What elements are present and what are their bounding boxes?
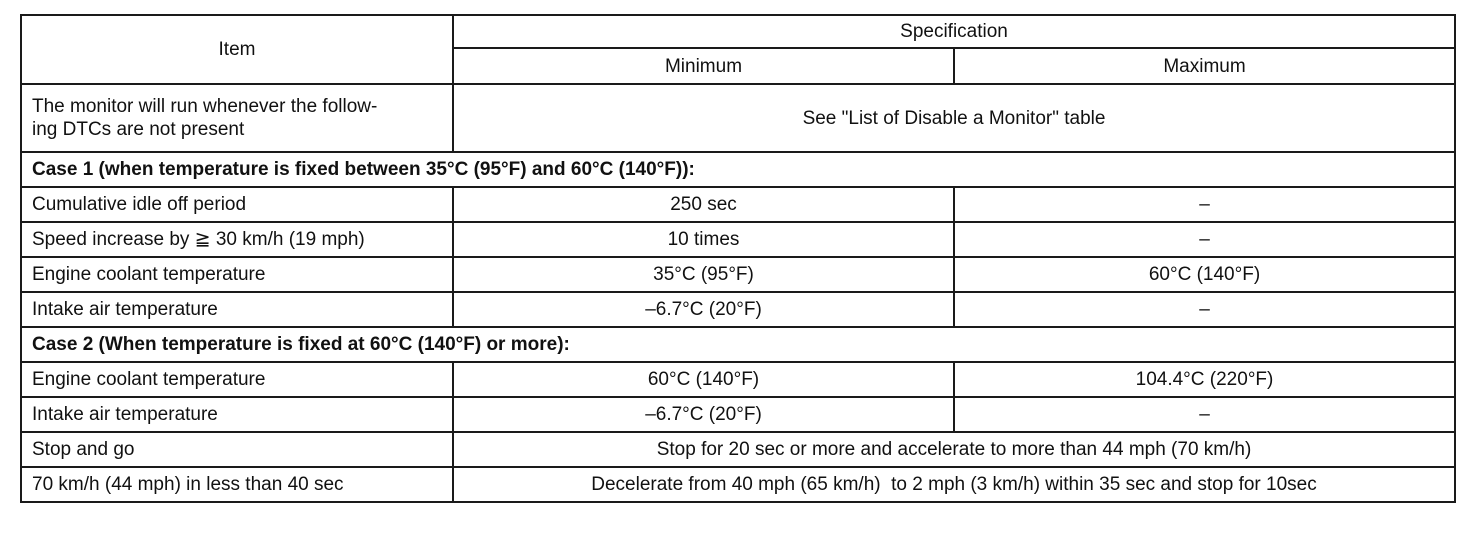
- header-row: [21, 15, 1455, 48]
- row-minimum: 10 times: [453, 222, 954, 257]
- row-item: 70 km/h (44 mph) in less than 40 sec: [21, 467, 453, 502]
- row-maximum: 104.4°C (220°F): [954, 362, 1455, 397]
- monitor-condition-line1: The monitor will run whenever the follow-: [32, 96, 378, 117]
- table-row: [21, 397, 1455, 432]
- monitor-condition-cell: [21, 84, 453, 152]
- table-row: [21, 222, 1455, 257]
- row-minimum: 60°C (140°F): [453, 362, 954, 397]
- row-item: Speed increase by ≧ 30 km/h (19 mph): [21, 222, 453, 257]
- case2-heading: Case 2 (When temperature is fixed at 60°C (140°F) or more):: [21, 327, 1455, 362]
- header-minimum: Minimum: [453, 48, 954, 84]
- specification-table: [20, 14, 1456, 503]
- row-minimum: –6.7°C (20°F): [453, 292, 954, 327]
- row-minimum: 250 sec: [453, 187, 954, 222]
- row-maximum: –: [954, 222, 1455, 257]
- table-row: [21, 467, 1455, 502]
- row-maximum: –: [954, 292, 1455, 327]
- monitor-spec-cell: See "List of Disable a Monitor" table: [453, 84, 1455, 152]
- row-merged-spec: Stop for 20 sec or more and accelerate to more than 44 mph (70 km/h): [453, 432, 1455, 467]
- row-maximum: 60°C (140°F): [954, 257, 1455, 292]
- table-row: [21, 362, 1455, 397]
- row-minimum: –6.7°C (20°F): [453, 397, 954, 432]
- table-row: [21, 84, 1455, 152]
- table-row: [21, 187, 1455, 222]
- header-item: Item: [21, 15, 453, 84]
- row-item: Cumulative idle off period: [21, 187, 453, 222]
- case-heading-row: [21, 152, 1455, 187]
- row-merged-spec: Decelerate from 40 mph (65 km/h) to 2 mph (3 km/h) within 35 sec and stop for 10sec: [453, 467, 1455, 502]
- row-item: Intake air temperature: [21, 397, 453, 432]
- header-specification: Specification: [453, 15, 1455, 48]
- row-item: Engine coolant temperature: [21, 362, 453, 397]
- case-heading-row: [21, 327, 1455, 362]
- header-maximum: Maximum: [954, 48, 1455, 84]
- case1-heading: Case 1 (when temperature is fixed between 35°C (95°F) and 60°C (140°F)):: [21, 152, 1455, 187]
- row-minimum: 35°C (95°F): [453, 257, 954, 292]
- table-row: [21, 432, 1455, 467]
- table-row: [21, 257, 1455, 292]
- row-maximum: –: [954, 397, 1455, 432]
- table-row: [21, 292, 1455, 327]
- row-maximum: –: [954, 187, 1455, 222]
- row-item: Engine coolant temperature: [21, 257, 453, 292]
- row-item: Intake air temperature: [21, 292, 453, 327]
- row-item: Stop and go: [21, 432, 453, 467]
- monitor-condition-line2: ing DTCs are not present: [32, 119, 245, 140]
